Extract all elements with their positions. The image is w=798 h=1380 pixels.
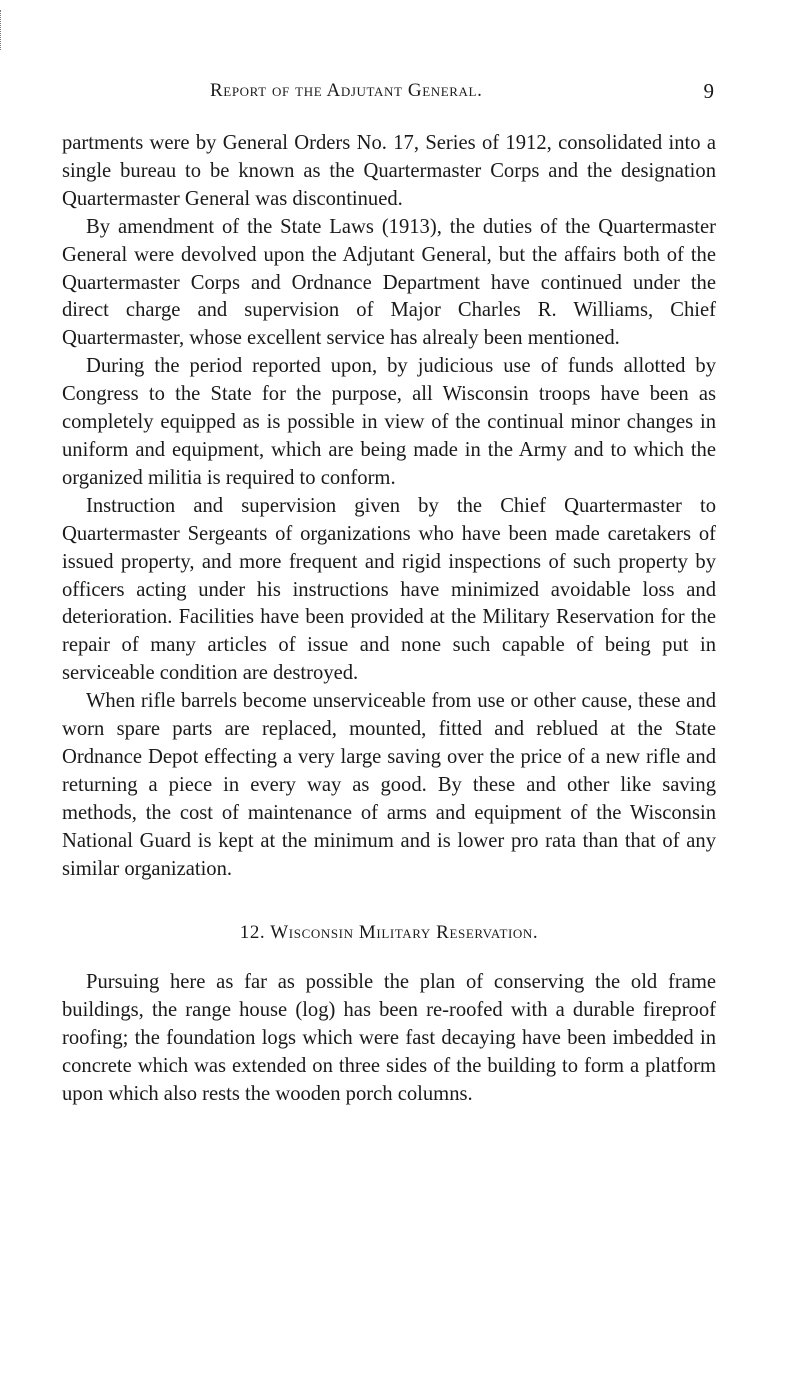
body-text — [62, 130, 716, 1109]
paragraph-reservation: Pursuing here as far as possible the plan of conserving the old frame buildings, the range house (log) has been re-roofed with a durable fireproof roofing; the foundation logs which were fast decaying have been imbedded in concrete which was extended on three sides of the building to form a platform upon which also rests the wooden porch columns. — [62, 971, 716, 1106]
paragraph-rifle-barrels: When rifle barrels become unserviceable from use or other cause, these and worn spare parts are replaced, mounted, fitted and reblued at the State Ordnance Depot effecting a very large saving over the price of a new rifle and returning a piece in every way as good. By these and other like saving methods, the cost of maintenance of arms and equipment of the Wisconsin National Guard is kept at the minimum and is lower pro rata than that of any similar organization. — [62, 690, 716, 880]
paragraph-state-laws: By amendment of the State Laws (1913), the duties of the Quartermaster General were devolved upon the Adjutant General, but the affairs both of the Quartermaster Corps and Ordnance Department have continued under the direct charge and supervision of Major Charles R. Williams, Chief Quartermaster, whose excellent service has alrealy been mentioned. — [62, 215, 716, 350]
running-title: Report of the Adjutant General. — [210, 80, 483, 101]
page-number: 9 — [703, 79, 714, 103]
paragraph-continued: partments were by General Orders No. 17, Series of 1912, consolidated into a single bureau to be known as the Quartermaster Corps and the designation Quartermaster General was discontinued. — [62, 132, 716, 210]
scan-margin-mark — [0, 10, 3, 50]
paragraph-instruction: Instruction and supervision given by the Chief Quartermaster to Quartermaster Sergeants of organizations who have been made caretakers of issued property, and more frequent and rigid inspections of such property by officers acting under his instructions have minimized avoidable loss and deterioration. Facilities have been provided at the Military Reservation for the repair of many articles of issue and none such capable of being put in serviceable condition are destroyed. — [62, 494, 716, 685]
paragraph-equipment: During the period reported upon, by judicious use of funds allotted by Congress to the State for the purpose, all Wisconsin troops have been as completely equipped as is possible in view of the continual minor changes in uniform and equipment, which are being made in the Army and to which the organized militia is required to conform. — [62, 355, 716, 489]
section-heading: 12. Wisconsin Military Reservation. — [239, 922, 539, 944]
running-header — [60, 80, 720, 110]
